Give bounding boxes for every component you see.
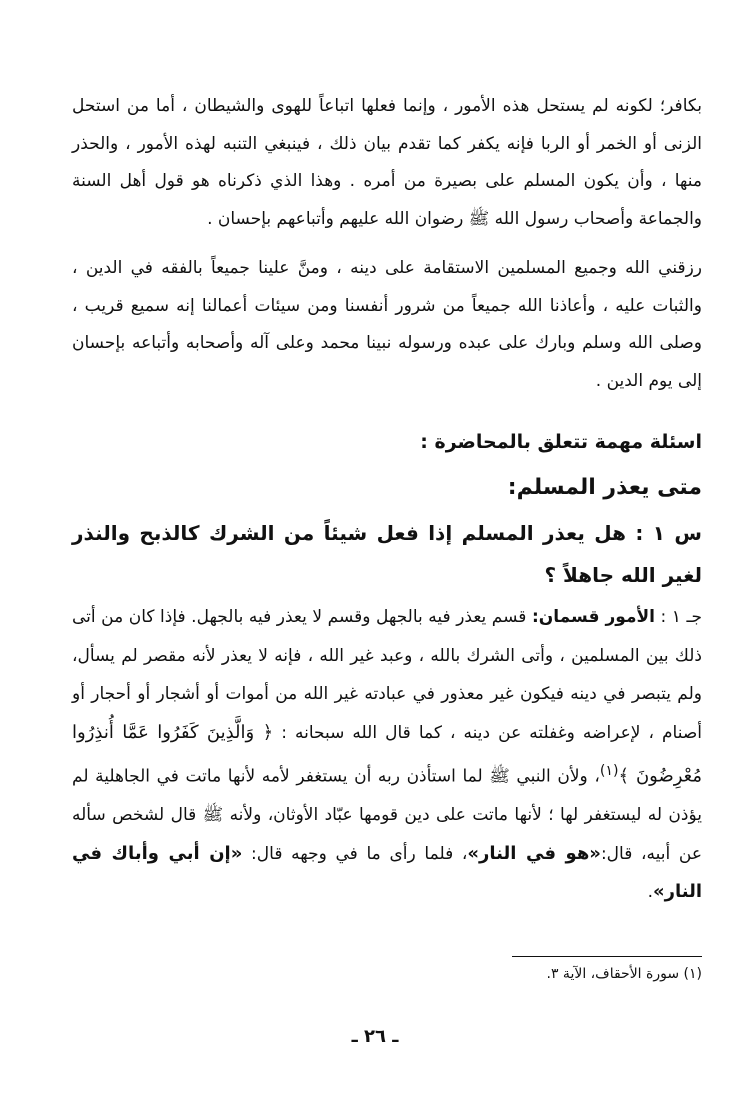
answer-1 [72,598,702,912]
prayer-paragraph: رزقني الله وجميع المسلمين الاستقامة على دينه ، ومنَّ علينا جميعاً بالفقه في الدين ، والثبات عليه ، وأعاذنا الله جميعاً من شرور أنفسنا ومن سيئات أعمالنا إنه سميع قريب ، وصلى الله وسلم وبارك على عبده ورسوله نبينا محمد وعلى آله وأصحابه وأتباعه بإحسان إلى يوم الدين . [72,258,702,391]
footnote: (١) سورة الأحقاف، الآية ٣. [546,966,702,982]
sub-heading: متى يعذر المسلم: [507,475,702,500]
page-body [72,88,702,912]
hadith-quote-2: «إن أبي وأباك في النار» [72,842,702,903]
footnote-ref: (١) [599,763,619,779]
footnote-divider [512,956,702,957]
answer-prefix: جـ ١ : [654,607,702,627]
answer-text-1: قسم يعذر فيه بالجهل وقسم لا يعذر فيه بالجهل. فإذا كان من أتى ذلك بين المسلمين ، وأتى الشرك بالله ، وعبد غير الله ، فإنه لا يعذر لأنه مقصر لم يسأل، ولم يتبصر في دينه فيكون غير معذور في عبادته غير الله من أموات أو أشجار أو أحجار أو أصنام ، لإعراضه وغفلته عن دينه ، كما قال الله سبحانه : [72,607,702,743]
answer-text-2: ، ولأن النبي ﷺ لما استأذن ربه أن يستغفر لأمه لأنها ماتت في الجاهلية لم يؤذن له ليستغفر لها ؛ لأنها ماتت على دين قومها عبّاد الأوثان، ولأنه ﷺ قال لشخص سأله عن أبيه، قال: [72,766,702,864]
page-number: ـ ٢٦ ـ [351,1026,399,1047]
hadith-quote-1: «هو في النار» [467,842,601,864]
answer-text-4: . [647,882,653,903]
answer-bold-phrase: الأمور قسمان: [531,607,655,627]
question-1: س ١ : هل يعذر المسلم إذا فعل شيئاً من الشرك كالذبح والنذر لغير الله جاهلاً ؟ [72,521,703,587]
quran-verse: ﴿ وَالَّذِينَ كَفَرُوا عَمَّا أُنذِرُوا مُعْرِضُونَ ﴾ [72,721,703,787]
answer-text-3: ، فلما رأى ما في وجهه قال: [242,843,468,864]
intro-paragraph: بكافر؛ لكونه لم يستحل هذه الأمور ، وإنما فعلها اتباعاً للهوى والشيطان ، أما من استحل الزنى أو الخمر أو الربا فإنه يكفر كما تقدم بيان ذلك ، فينبغي التنبه لهذه الأمور ، والحذر منها ، وأن يكون المسلم على بصيرة من أمره . وهذا الذي ذكرناه هو قول أهل السنة والجماعة وأصحاب رسول الله ﷺ رضوان الله عليهم وأتباعهم بإحسان . [72,96,702,229]
section-heading: اسئلة مهمة تتعلق بالمحاضرة : [420,431,702,453]
